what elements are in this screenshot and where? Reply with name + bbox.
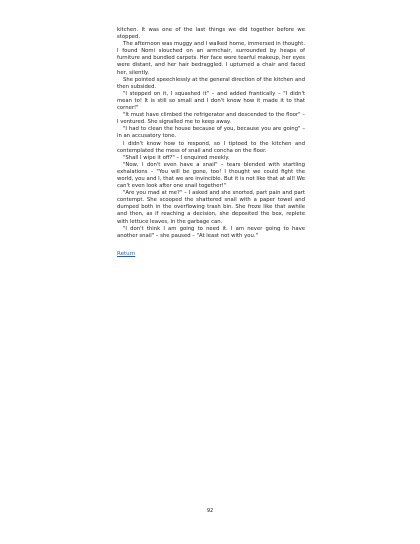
paragraph: I didn't know how to respond, so I tiptoed to the kitchen and contemplated the mess of snail and concha on the floor. bbox=[117, 140, 305, 154]
paragraph: "Shall I wipe it off?" – I enquired meekly. bbox=[123, 154, 230, 161]
page-number: 92 bbox=[206, 508, 214, 514]
text-block bbox=[117, 27, 305, 240]
paragraph: She pointed speechlessly at the general direction of the kitchen and then subsided. bbox=[117, 76, 305, 90]
paragraph: "I stepped on it, I squashed it" – and added frantically – "I didn't mean to! It is still so small and I don't know how it made it to that corner!" bbox=[117, 90, 305, 112]
paragraph: "I don't think I am going to need it. I am never going to have another snail" – she paused – "At least not with you." bbox=[117, 225, 305, 239]
paragraph: kitchen. It was one of the last things we did together before we stopped. bbox=[117, 27, 305, 41]
paragraph: "Are you mad at me?" – I asked and she snorted, part pain and part contempt. She scooped the shattered snail with a paper towel and dumped both in the overflowing trash bin. She froze like that awhile and then, as if reaching a decision, she deposited the box, replete with lettuce leaves, in the garbage can. bbox=[117, 190, 305, 225]
page-body bbox=[117, 27, 305, 259]
paragraph: The afternoon was muggy and I walked home, immersed in thought. I found Nomi slouched on an armchair, surrounded by heaps of furniture and bundled carpets. Her face wore tearful makeup, her eyes were distant, and her hair bedraggled. I upturned a chair and faced her, silently. bbox=[117, 41, 305, 76]
return-link[interactable]: Return bbox=[117, 250, 136, 257]
paragraph: "It must have climbed the refrigerator and descended to the floor" – I ventured. She signalled me to keep away. bbox=[117, 112, 305, 126]
paragraph: "I had to clean the house because of you, because you are going" – in an accusatory tone. bbox=[117, 126, 305, 140]
paragraph: "Now, I don't even have a snail" – tears blended with startling exhalations – "You will be gone, too! I thought we could fight the world, you and I, that we are invincible. But it is not like that at all! We can't even look after one snail together!" bbox=[117, 161, 305, 190]
